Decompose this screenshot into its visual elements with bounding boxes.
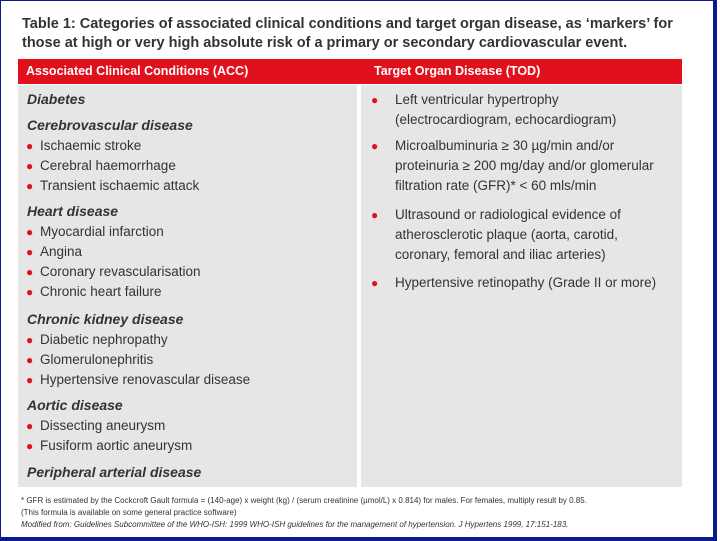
bullet-icon: ● (26, 333, 34, 347)
list-item (26, 418, 165, 433)
bullet-icon: ● (26, 373, 34, 387)
item-label: Angina (40, 244, 83, 259)
category-cerebrovascular: Cerebrovascular disease (27, 117, 193, 133)
item-label: Hypertensive retinopathy (Grade II or more) (395, 275, 657, 290)
category-heart: Heart disease (27, 203, 119, 219)
bullet-icon: ● (26, 419, 34, 433)
acc-column (18, 85, 357, 487)
item-label: Ischaemic stroke (40, 138, 142, 153)
item-label: Dissecting aneurysm (40, 418, 166, 433)
item-label: Fusiform aortic aneurysm (40, 438, 193, 453)
list-item (26, 372, 250, 387)
list-item (371, 90, 671, 130)
list-item (26, 438, 192, 453)
category-aortic: Aortic disease (27, 397, 123, 413)
table-header (18, 59, 682, 84)
item-label: Transient ischaemic attack (40, 178, 200, 193)
footnote-availability: (This formula is available on some general practice software) (21, 508, 237, 517)
bullet-icon: ● (26, 159, 34, 173)
bullet-icon: ● (26, 139, 34, 153)
bullet-icon: ● (26, 245, 34, 259)
bullet-icon: ● (26, 225, 34, 239)
header-tod: Target Organ Disease (TOD) (374, 64, 541, 78)
bullet-icon: ● (371, 276, 379, 290)
list-item (26, 332, 168, 347)
list-item (26, 224, 164, 239)
footnote-gfr: * GFR is estimated by the Cockcroft Gault formula = (140-age) x weight (kg) / (serum creatinine (µmol/L) x 0.814) for males. For females, multiply result by 0.85. (21, 496, 587, 505)
category-peripheral: Peripheral arterial disease (27, 464, 202, 480)
bullet-icon: ● (371, 139, 379, 153)
bullet-icon: ● (371, 208, 379, 222)
category-kidney: Chronic kidney disease (27, 311, 184, 327)
list-item (26, 264, 201, 279)
item-label: Cerebral haemorrhage (40, 158, 176, 173)
bullet-icon: ● (371, 93, 379, 107)
bullet-icon: ● (26, 285, 34, 299)
bullet-icon: ● (26, 179, 34, 193)
item-label: Diabetic nephropathy (40, 332, 168, 347)
bullet-icon: ● (26, 265, 34, 279)
item-label: Ultrasound or radiological evidence of atherosclerotic plaque (aorta, carotid, coronary, femoral and iliac arteries) (395, 207, 621, 262)
category-diabetes: Diabetes (27, 91, 86, 107)
item-label: Myocardial infarction (40, 224, 164, 239)
tod-column (361, 85, 682, 487)
list-item (371, 273, 671, 293)
list-item (26, 158, 176, 173)
footnote-source: Modified from: Guidelines Subcommittee of the WHO-ISH: 1999 WHO-ISH guidelines for the management of hypertension. J Hypertens 1999, 17:151-183. (21, 520, 569, 529)
list-item (26, 244, 82, 259)
item-label: Coronary revascularisation (40, 264, 201, 279)
list-item (371, 205, 671, 265)
item-label: Glomerulonephritis (40, 352, 154, 367)
item-label: Hypertensive renovascular disease (40, 372, 251, 387)
bullet-icon: ● (26, 353, 34, 367)
item-label: Left ventricular hypertrophy (electrocardiogram, echocardiogram) (395, 92, 617, 127)
item-label: Microalbuminuria ≥ 30 µg/min and/or proteinuria ≥ 200 mg/day and/or glomerular filtration rate (GFR)* < 60 mls/min (395, 138, 654, 193)
list-item (26, 178, 199, 193)
header-acc: Associated Clinical Conditions (ACC) (26, 64, 249, 78)
list-item (26, 138, 141, 153)
table-title: Table 1: Categories of associated clinical conditions and target organ disease, as ‘markers’ for those at high or very high absolute risk of a primary or secondary cardiovascular event. (22, 16, 673, 51)
bullet-icon: ● (26, 439, 34, 453)
list-item (371, 136, 671, 196)
list-item (26, 352, 153, 367)
list-item (26, 284, 162, 299)
item-label: Chronic heart failure (40, 284, 162, 299)
